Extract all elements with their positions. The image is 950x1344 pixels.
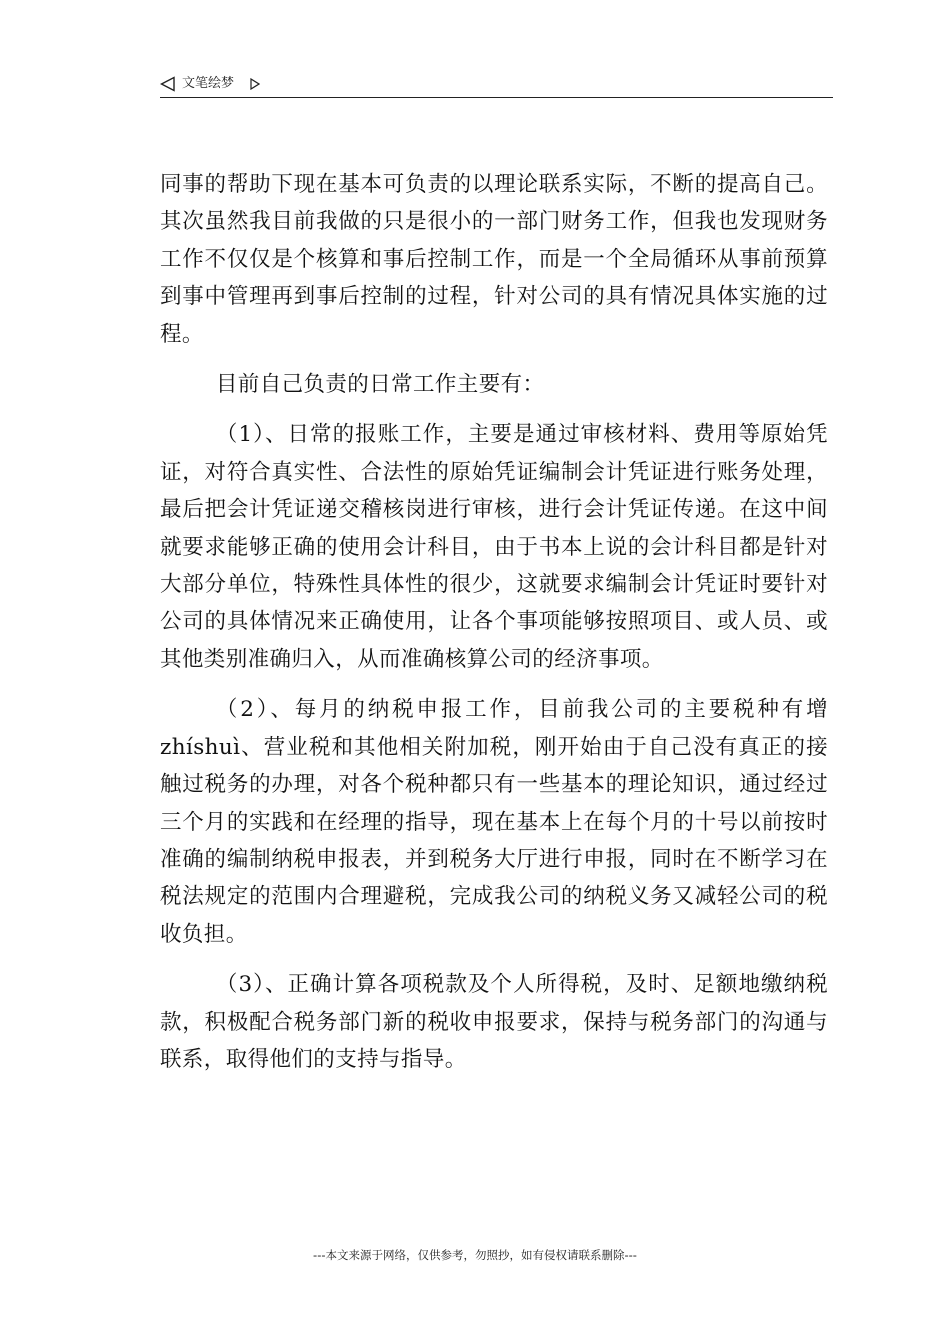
header-rule — [160, 97, 833, 98]
paragraph-duties-intro: 目前自己负责的日常工作主要有： — [215, 372, 545, 398]
paragraph-item-1: （1）、日常的报账工作，主要是通过审核材料、费用等原始凭证，对符合真实性、合法性的原始凭证编制会计凭证进行账务处理，最后把会计凭证递交稽核岗进行审核，进行会计凭证传递。在这中间就要求能够正确的使用会计科目，由于书本上说的会计科目都是针对大部分单位，特殊性具体性的很少，这就要求编制会计凭证时要针对公司的具体情况来正确使用，让各个事项能够按照项目、或人员、或其他类别准确归入，从而准确核算公司的经济事项。 — [160, 422, 828, 672]
document-body — [160, 166, 828, 1078]
footer-notice: ---本文来源于网络，仅供参考，勿照抄，如有侵权请联系删除--- — [313, 1248, 637, 1262]
triangle-left-outline-icon — [160, 76, 176, 96]
paragraph-item-2: （2）、每月的纳税申报工作，目前我公司的主要税种有增zhíshuì、营业税和其他相关附加税，刚开始由于自己没有真正的接触过税务的办理，对各个税种都只有一些基本的理论知识，通过经过三个月的实践和在经理的指导，现在基本上在每个月的十号以前按时准确的编制纳税申报表，并到税务大厅进行申报，同时在不断学习在税法规定的范围内合理避税，完成我公司的纳税义务又减轻公司的税收负担。 — [160, 697, 828, 947]
header-title: 文笔绘梦 — [182, 76, 235, 91]
triangle-right-outline-icon — [250, 75, 260, 94]
paragraph-item-3: （3）、正确计算各项税款及个人所得税，及时、足额地缴纳税款，积极配合税务部门新的税收申报要求，保持与税务部门的沟通与联系，取得他们的支持与指导。 — [160, 972, 828, 1072]
page-header — [160, 72, 832, 98]
paragraph-continuation: 同事的帮助下现在基本可负责的以理论联系实际，不断的提高自己。其次虽然我目前我做的只是很小的一部门财务工作，但我也发现财务工作不仅仅是个核算和事后控制工作，而是一个全局循环从事前预算到事中管理再到事后控制的过程，针对公司的具有情况具体实施的过程。 — [160, 172, 828, 347]
